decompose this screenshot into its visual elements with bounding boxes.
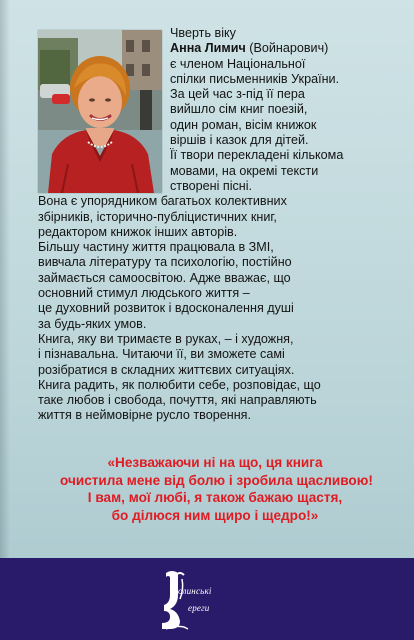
author-name: Анна Лимич	[170, 41, 246, 56]
bio-line: Чверть віку	[170, 26, 236, 40]
bio-name-line	[170, 41, 384, 56]
bio-line: життя в неймовірне русло творення.	[38, 408, 251, 423]
bio-line: вийшло сім книг поезій,	[170, 102, 308, 117]
bio-line: редактором книжок інших авторів.	[38, 224, 238, 239]
bio-line: Більшу частину життя працювала в ЗМІ,	[38, 240, 274, 255]
bio-line: створені пісні.	[170, 178, 253, 193]
bio-line: є членом Національної	[170, 56, 306, 71]
bio-line: це духовний розвиток і вдосконалення душі	[38, 301, 294, 316]
bio-beside-photo	[38, 26, 384, 194]
bio-line: віршів і казок для дітей.	[170, 133, 309, 148]
quote-line: бо ділюся ним щиро і щедро!»	[111, 507, 319, 523]
bio-line: один роман, вісім книжок	[170, 117, 317, 132]
author-name-suffix: (Войнарович)	[245, 41, 329, 56]
bio-full-width	[38, 194, 384, 423]
bio-line: Вона є упорядником багатьох колективних	[38, 194, 287, 209]
bio-line: таке любов і свобода, почуття, які направляють	[38, 393, 317, 408]
publisher-logo-line2: ереги	[188, 603, 210, 613]
publisher-logo-line1: олинські	[178, 586, 212, 596]
bio-line: розібратися в складних життєвих ситуаціях.	[38, 362, 295, 377]
bio-line: вивчала літературу та психологію, постійно	[38, 255, 292, 270]
bio-line: спілки письменників України.	[170, 71, 340, 86]
red-quote	[60, 454, 373, 524]
bio-line: Книга радить, як полюбити себе, розповідає, що	[38, 377, 321, 392]
quote-line: очистила мене від болю і зробила щасливою!	[60, 472, 373, 488]
bio-line: за будь-яких умов.	[38, 316, 147, 331]
bio-line: мовами, на окремі тексти	[170, 163, 319, 178]
bio-line: Її твори перекладені кількома	[170, 148, 344, 163]
bio-line: і пізнавальна. Читаючи її, ви зможете самі	[38, 347, 285, 362]
bio-line: збірників, історично-публіцистичних книг,	[38, 209, 277, 224]
bio-line: Книга, яку ви тримаєте в руках, – і художня,	[38, 331, 294, 346]
bio-line: основний стимул людського життя –	[38, 286, 250, 301]
quote-line: «Незважаючи ні на що, ця книга	[107, 455, 323, 470]
bio-line: За цей час з-під її пера	[170, 87, 305, 102]
bio-line: займається самоосвітою. Адже вважає, що	[38, 270, 291, 285]
quote-line: І вам, мої любі, я також бажаю щастя,	[87, 490, 343, 505]
author-bio	[38, 26, 384, 424]
spine-shadow	[0, 0, 10, 640]
publisher-logo-icon	[158, 565, 248, 631]
